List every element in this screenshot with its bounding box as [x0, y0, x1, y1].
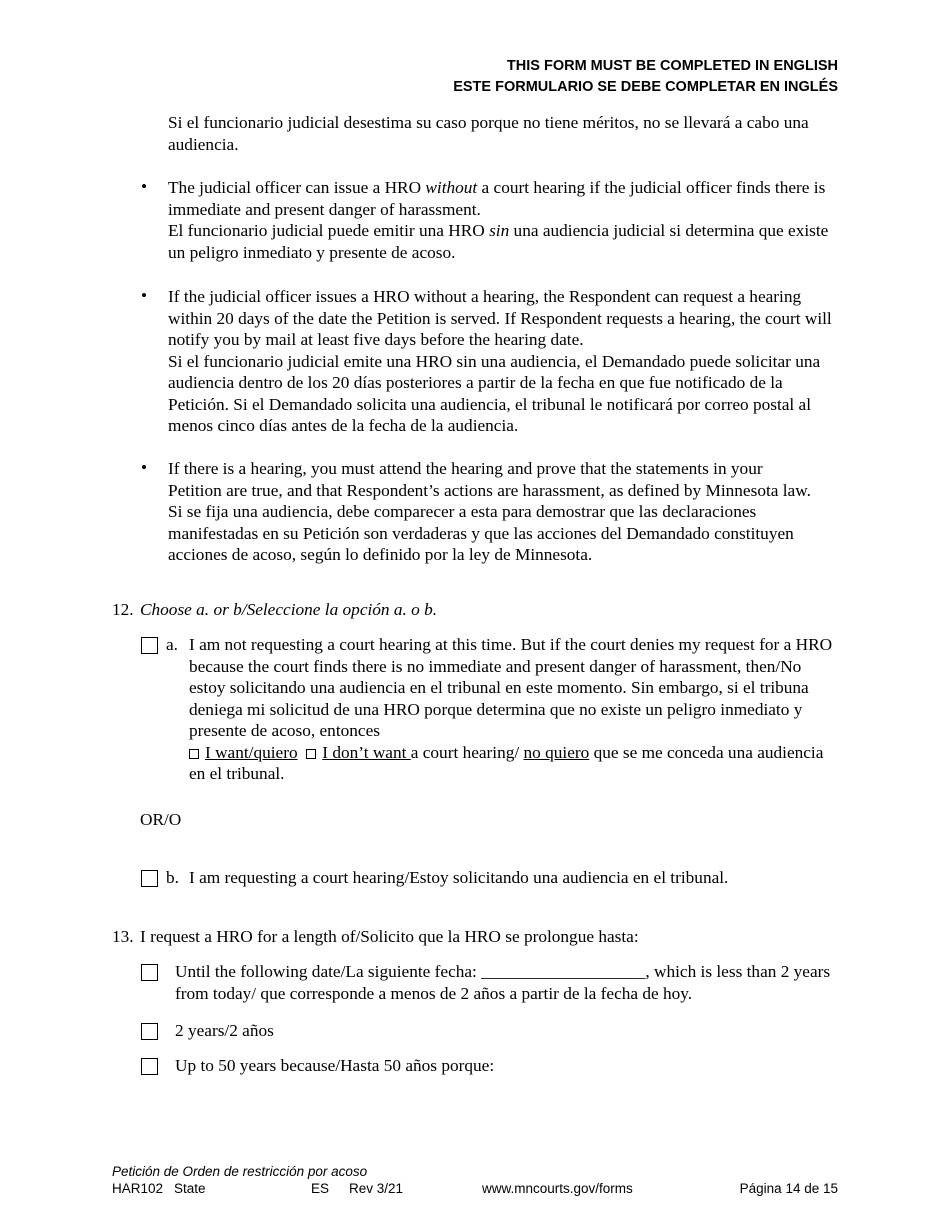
option-b-letter: b.: [166, 868, 179, 887]
notice-english: THIS FORM MUST BE COMPLETED IN ENGLISH: [506, 58, 838, 74]
duration-2-years-checkbox[interactable]: [141, 1023, 158, 1040]
duration-date-text: Until the following date/La siguiente fecha: ___________________, which is less than 2 years from today/ que corresponde a menos de 2 años a partir de la fecha de hoy.: [175, 962, 831, 1003]
bullet-1-spanish: El funcionario judicial puede emitir una HRO sin una audiencia judicial si determina que existe un peligro inmediato y presente de acoso.: [168, 221, 829, 262]
want-hearing-label: I want/quiero: [205, 742, 298, 762]
bullet-2: [168, 286, 838, 437]
notice-spanish: ESTE FORMULARIO SE DEBE COMPLETAR EN INGLÉS: [453, 79, 838, 95]
footer-revision: Rev 3/21: [349, 1181, 404, 1196]
duration-50-years-checkbox[interactable]: [141, 1058, 158, 1075]
option-a-checkbox[interactable]: [141, 637, 158, 654]
or-separator: OR/O: [140, 810, 182, 829]
option-b-text: I am requesting a court hearing/Estoy solicitando una audiencia en el tribunal.: [189, 868, 729, 887]
question-12-prompt: Choose a. or b/Seleccione la opción a. o b.: [140, 600, 438, 619]
bullet-1: [168, 177, 838, 263]
question-13-number: 13.: [112, 927, 134, 946]
want-hearing-checkbox[interactable]: [189, 749, 199, 759]
bullet-marker: •: [141, 177, 148, 196]
bullet-1-english: The judicial officer can issue a HRO without a court hearing if the judicial officer finds there is immediate and present danger of harassment.: [168, 178, 826, 219]
footer-url[interactable]: www.mncourts.gov/forms: [482, 1181, 633, 1196]
question-13-prompt: I request a HRO for a length of/Solicito que la HRO se prolongue hasta:: [140, 927, 639, 946]
question-12-number: 12.: [112, 600, 134, 619]
intro-paragraph: Si el funcionario judicial desestima su caso porque no tiene méritos, no se llevará a cabo una audiencia.: [168, 113, 809, 154]
duration-50-years-text: Up to 50 years because/Hasta 50 años porque:: [175, 1056, 495, 1075]
form-language-notice: [453, 56, 838, 98]
bullet-2-spanish: Si el funcionario judicial emite una HRO sin una audiencia, el Demandado puede solicitar una audiencia dentro de los 20 días posteriores a partir de la fecha en que fue notificado de la Petición. Si el Demandado solicita una audiencia, el tribunal le notificará por correo postal al menos cinco días antes de la fecha de la audiencia.: [168, 351, 821, 435]
bullet-3-spanish: Si se fija una audiencia, debe comparecer a esta para demostrar que las declaraciones manifestadas en su Petición son verdaderas y que las acciones del Demandado constituyen acciones de acoso, según lo definido por la ley de Minnesota.: [168, 502, 794, 564]
hearing-choice-line: I want/quiero I don’t want a court hearing/ no quiero que se me conceda una audiencia en el tribunal.: [189, 742, 824, 783]
duration-2-years-text: 2 years/2 años: [175, 1021, 274, 1040]
footer-form-title: Petición de Orden de restricción por acoso: [112, 1164, 368, 1179]
footer-form-id: HAR102: [112, 1181, 164, 1196]
option-a-text: I am not requesting a court hearing at this time. But if the court denies my request for a HRO because the court finds there is no immediate and present danger of harassment, then/No estoy solicitando una audiencia en el tribunal en este momento. Sin embargo, si el tribuna deniega mi solicitud de una HRO porque determina que no existe un peligro inmediato y presente de acoso, entonces I want/quiero I don’t want a court hearing/ no quiero que se me conceda una audiencia en el tribunal.: [189, 634, 837, 785]
bullet-marker: •: [141, 286, 148, 305]
dont-want-hearing-label: I don’t want: [322, 742, 411, 762]
bullet-marker: •: [141, 458, 148, 477]
footer-language: ES: [311, 1181, 330, 1196]
bullet-2-english: If the judicial officer issues a HRO without a hearing, the Respondent can request a hearing within 20 days of the date the Petition is served. If Respondent requests a hearing, the court will notify you by mail at least five days before the hearing date.: [168, 287, 832, 349]
dont-want-hearing-checkbox[interactable]: [306, 749, 316, 759]
duration-date-checkbox[interactable]: [141, 964, 158, 981]
footer-page-number: Página 14 de 15: [739, 1181, 838, 1196]
bullet-3-english: If there is a hearing, you must attend the hearing and prove that the statements in your Petition are true, and that Respondent’s actions are harassment, as defined by Minnesota law.: [168, 459, 811, 500]
option-a-letter: a.: [166, 635, 178, 654]
bullet-3: [168, 458, 818, 566]
option-b-checkbox[interactable]: [141, 870, 158, 887]
footer-state: State: [174, 1181, 206, 1196]
